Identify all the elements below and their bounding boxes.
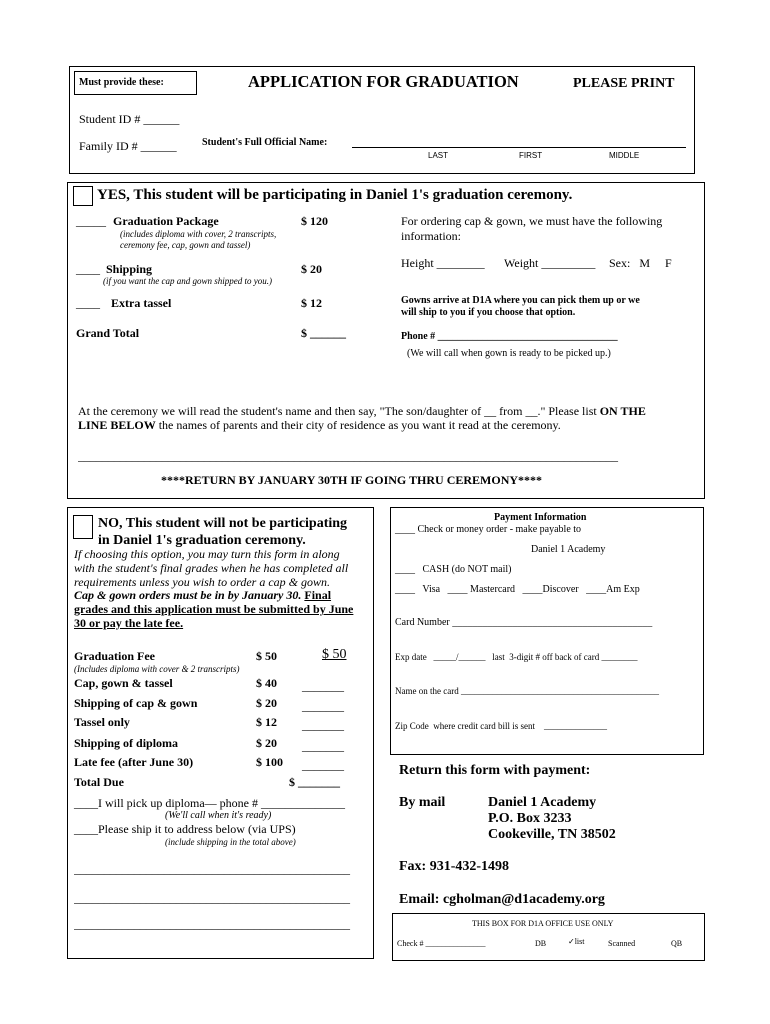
mail-address-2: P.O. Box 3233 <box>488 811 572 826</box>
parents-line[interactable]: __________________________________________________________________________________________ <box>78 449 618 463</box>
no-note-2: with the student's final grades when he has completed all <box>74 561 349 575</box>
phone-field[interactable]: Phone # ____________________________________ <box>401 331 618 342</box>
shipping-note: (if you want the cap and gown shipped to you.) <box>103 276 272 286</box>
name-on-card-field[interactable]: Name on the card ____________________________________________ <box>395 686 659 696</box>
no-heading-1: NO, This student will not be participating <box>98 516 348 531</box>
no-note-1: If choosing this option, you may turn this form in along <box>74 547 340 561</box>
tassel-price: $ 12 <box>301 296 322 310</box>
must-provide-label: Must provide these: <box>79 77 164 88</box>
fee-item-label: Graduation Fee <box>74 649 155 663</box>
late-fee-field[interactable]: _______ <box>302 758 344 772</box>
pickup-option[interactable]: ____I will pick up diploma— phone # ______________ <box>74 796 345 810</box>
final-label: Final <box>304 588 332 602</box>
ceremony-text-2 <box>78 418 561 433</box>
package-blank[interactable]: _____ <box>76 214 106 228</box>
shipping-blank[interactable]: ____ <box>76 262 100 276</box>
grand-total-label: Grand Total <box>76 326 140 340</box>
zip-code-field[interactable]: Zip Code where credit card bill is sent ______________ <box>395 721 607 731</box>
name-part-middle: MIDDLE <box>609 151 640 160</box>
address-line-2[interactable]: ______________________________________________ <box>74 891 350 905</box>
address-line-3[interactable]: ______________________________________________ <box>74 917 350 931</box>
ship-diploma-field[interactable]: _______ <box>302 739 344 753</box>
ship-cap-label: Shipping of cap & gown <box>74 696 198 710</box>
tassel-only-label: Tassel only <box>74 715 130 729</box>
card-number-field[interactable]: Card Number ________________________________________ <box>395 617 653 628</box>
fee-item-price: $ 50 <box>256 649 277 663</box>
no-checkbox[interactable] <box>73 515 93 539</box>
office-check-field[interactable]: Check # _______________ <box>397 939 486 948</box>
no-deadline-1 <box>74 588 331 603</box>
ship-cap-price: $ 20 <box>256 696 277 710</box>
tassel-only-field[interactable]: _______ <box>302 718 344 732</box>
no-note-3: requirements unless you wish to order a cap & gown. <box>74 575 330 589</box>
return-heading: Return this form with payment: <box>399 763 591 778</box>
cap-gown-label: Cap, gown & tassel <box>74 676 173 690</box>
page-title: APPLICATION FOR GRADUATION <box>248 72 519 91</box>
shipping-price: $ 20 <box>301 262 322 276</box>
ship-note: (include shipping in the total above) <box>165 837 296 847</box>
name-part-first: FIRST <box>519 151 543 160</box>
late-fee-price: $ 100 <box>256 755 283 769</box>
yes-checkbox[interactable] <box>73 186 93 206</box>
package-note-1: (includes diploma with cover, 2 transcripts, <box>120 229 277 239</box>
ceremony-bold-2: LINE BELOW <box>78 418 156 432</box>
payee: Daniel 1 Academy <box>531 544 606 555</box>
mail-address-3: Cookeville, TN 38502 <box>488 827 616 842</box>
no-deadline-3: 30 or pay the late fee. <box>74 616 184 630</box>
card-options[interactable]: ____ Visa ____ Mastercard ____Discover ____Am Exp <box>395 584 640 595</box>
grand-total-field[interactable]: $ ______ <box>301 326 346 340</box>
email-address: Email: cgholman@d1academy.org <box>399 892 605 907</box>
exp-date-field[interactable]: Exp date _____/______ last 3-digit # off back of card ________ <box>395 652 638 662</box>
late-fee-label: Late fee (after June 30) <box>74 755 194 769</box>
ship-diploma-label: Shipping of diploma <box>74 736 179 750</box>
phone-note: (We will call when gown is ready to be picked up.) <box>407 348 611 359</box>
mail-address-1: Daniel 1 Academy <box>488 795 597 810</box>
no-deadline-2: grades and this application must be submitted by June <box>74 602 354 616</box>
ceremony-text-1 <box>78 404 646 419</box>
name-part-last: LAST <box>428 151 449 160</box>
cap-info-1: For ordering cap & gown, we must have the following <box>401 214 663 228</box>
tassel-blank[interactable]: ____ <box>76 296 100 310</box>
please-print: PLEASE PRINT <box>573 76 675 91</box>
full-name-label: Student's Full Official Name: <box>202 137 328 148</box>
tassel-label: Extra tassel <box>111 296 172 310</box>
cap-gown-deadline: Cap & gown orders must be in by January 30. <box>74 588 302 602</box>
fax-number: Fax: 931-432-1498 <box>399 859 510 874</box>
family-id-field[interactable]: Family ID # ______ <box>79 139 177 153</box>
office-title: THIS BOX FOR D1A OFFICE USE ONLY <box>472 919 614 928</box>
cap-gown-field[interactable]: _______ <box>302 679 344 693</box>
package-price: $ 120 <box>301 214 328 228</box>
by-mail-label: By mail <box>399 795 446 810</box>
fee-item-value: $ 50 <box>322 647 347 662</box>
package-label: Graduation Package <box>113 214 219 228</box>
yes-heading: YES, This student will be participating in Daniel 1's graduation ceremony. <box>97 187 573 203</box>
ceremony-instruction: the names of parents and their city of residence as you want it read at the ceremony. <box>155 418 561 432</box>
gowns-note-2: will ship to you if you choose that option. <box>401 307 576 318</box>
return-by-note: ****RETURN BY JANUARY 30TH IF GOING THRU CEREMONY**** <box>161 473 543 487</box>
package-note-2: ceremony fee, cap, gown and tassel) <box>120 240 251 250</box>
ship-cap-field[interactable]: _______ <box>302 699 344 713</box>
height-field[interactable]: Height ________ <box>401 256 485 270</box>
shipping-label: Shipping <box>106 262 153 276</box>
total-due-field[interactable]: $ _______ <box>289 775 340 789</box>
weight-field[interactable]: Weight _________ <box>504 256 596 270</box>
gowns-note-1: Gowns arrive at D1A where you can pick them up or we <box>401 295 640 306</box>
office-db: DB <box>535 939 547 948</box>
ship-diploma-price: $ 20 <box>256 736 277 750</box>
office-list: ✓list <box>568 937 585 946</box>
cap-info-2: information: <box>401 229 461 243</box>
fee-note: (Includes diploma with cover & 2 transcripts) <box>74 664 240 674</box>
cash-option[interactable]: ____ CASH (do NOT mail) <box>395 564 512 575</box>
tassel-only-price: $ 12 <box>256 715 277 729</box>
address-line-1[interactable]: ______________________________________________ <box>74 862 350 876</box>
sex-field[interactable]: Sex: M F <box>609 256 672 270</box>
student-id-field[interactable]: Student ID # ______ <box>79 112 180 126</box>
cap-gown-price: $ 40 <box>256 676 277 690</box>
full-name-line[interactable] <box>352 147 686 148</box>
pickup-note: (We'll call when it's ready) <box>165 810 272 821</box>
ship-option[interactable]: ____Please ship it to address below (via UPS) <box>74 822 296 836</box>
office-scanned: Scanned <box>608 939 636 948</box>
total-due-label: Total Due <box>74 775 124 789</box>
payment-title: Payment Information <box>494 512 587 523</box>
ceremony-bold: ON THE <box>599 404 646 418</box>
ceremony-sentence: At the ceremony we will read the student's name and then say, "The son/daughter of __ from __." Please list <box>78 404 597 418</box>
no-heading-2: in Daniel 1's graduation ceremony. <box>98 533 306 548</box>
office-qb: QB <box>671 939 683 948</box>
check-option[interactable]: ____ Check or money order - make payable to <box>395 524 582 535</box>
